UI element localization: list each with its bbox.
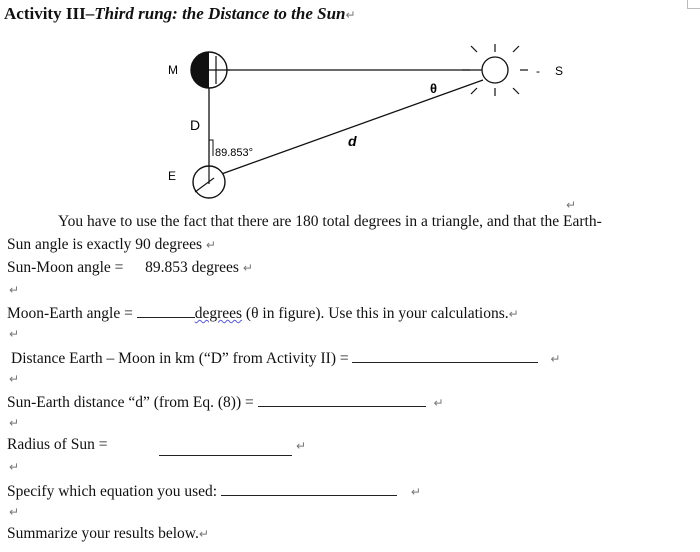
return-icon: ↵ — [9, 505, 20, 519]
moon-icon — [191, 52, 230, 88]
equation-row — [7, 481, 421, 501]
return-icon: ↵ — [198, 527, 209, 541]
return-icon: ↵ — [345, 8, 356, 22]
paragraph-line-1: You have to use the fact that there are 180 total degrees in a triangle, and that the Earth- — [58, 213, 602, 230]
radius-blank[interactable] — [159, 441, 292, 456]
return-icon: ↵ — [9, 372, 20, 386]
sun-moon-angle-row — [7, 259, 253, 277]
title-prefix: Activity III– — [4, 4, 95, 23]
sun-moon-earth-diagram — [150, 38, 580, 213]
activity-title — [4, 4, 356, 24]
return-icon: ↵ — [9, 283, 20, 297]
label-m: M — [168, 63, 178, 77]
radius-label: Radius of Sun = — [7, 436, 108, 453]
summary-label: Summarize your results below. — [7, 525, 199, 542]
equation-label: Specify which equation you used: — [7, 483, 221, 500]
return-icon: ↵ — [9, 416, 20, 430]
moon-earth-angle-unit: degrees — [194, 305, 243, 322]
sun-moon-angle-value: 89.853 — [145, 259, 188, 276]
sun-earth-distance-row — [7, 392, 444, 412]
moon-earth-angle-blank[interactable] — [137, 303, 195, 318]
page-corner-mark — [687, 0, 700, 9]
return-icon: ↵ — [508, 307, 519, 321]
return-icon: ↵ — [205, 238, 216, 252]
return-icon: ↵ — [410, 485, 421, 499]
earth-sun-line — [216, 80, 483, 176]
earth-moon-distance-row — [11, 348, 560, 368]
sun-earth-distance-blank[interactable] — [258, 392, 426, 407]
earth-moon-distance-label: Distance Earth – Moon in km (“D” from Activity II) = — [11, 350, 353, 367]
sun-earth-distance-label: Sun-Earth distance “d” (from Eq. (8)) = — [7, 394, 258, 411]
earth-moon-distance-blank[interactable] — [352, 348, 538, 363]
label-theta: θ — [430, 81, 438, 96]
summary-row — [7, 525, 209, 543]
equation-blank[interactable] — [221, 481, 397, 496]
paragraph-line-2: Sun angle is exactly 90 degrees ↵ — [7, 236, 216, 253]
label-s: S — [555, 64, 564, 78]
return-icon: ↵ — [566, 198, 577, 212]
label-e: E — [168, 169, 177, 183]
radius-row — [7, 436, 107, 454]
moon-earth-angle-row — [7, 303, 519, 323]
return-icon: ↵ — [242, 261, 253, 275]
label-d-lower: d — [348, 133, 357, 149]
moon-earth-angle-note: (θ in figure). Use this in your calculations. — [242, 305, 509, 322]
title-italic: Third rung: the Distance to the Sun — [94, 4, 346, 23]
return-icon: ↵ — [296, 439, 307, 453]
return-icon: ↵ — [9, 460, 20, 474]
sun-moon-angle-unit: degrees — [191, 259, 239, 276]
label-d-upper: D — [190, 117, 201, 133]
return-icon: ↵ — [550, 352, 561, 366]
return-icon: ↵ — [433, 396, 444, 410]
moon-earth-angle-label: Moon-Earth angle = — [7, 305, 137, 322]
sun-dash: - — [536, 64, 540, 78]
return-icon: ↵ — [9, 327, 20, 341]
sun-moon-angle-label: Sun-Moon angle = — [7, 259, 128, 276]
angle-label: 89.853° — [215, 147, 254, 159]
earth-icon — [193, 166, 225, 198]
